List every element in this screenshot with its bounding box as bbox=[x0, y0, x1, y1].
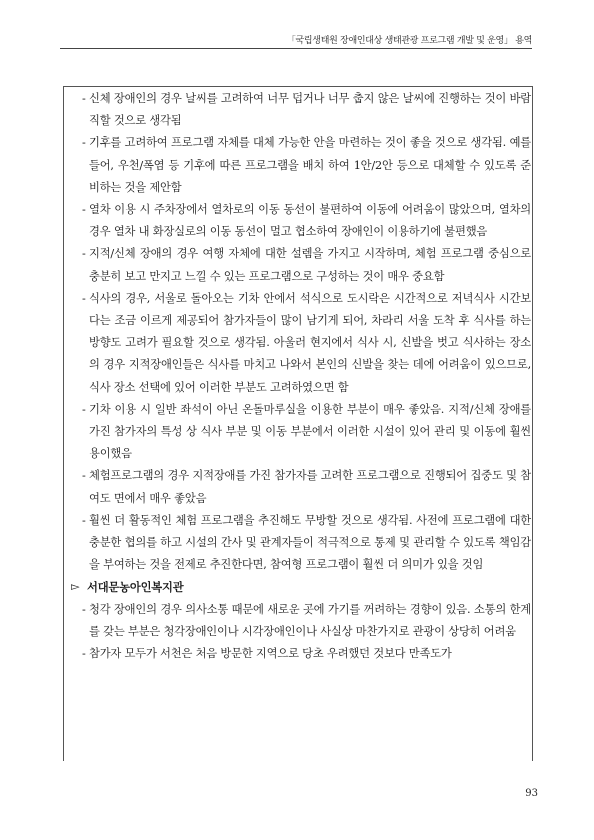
list-item bbox=[70, 288, 531, 399]
bullet-dash: - bbox=[82, 513, 86, 527]
list-item bbox=[70, 399, 531, 466]
body-content bbox=[70, 88, 531, 665]
list-item-text: 기후를 고려하여 프로그램 자체를 대체 가능한 안을 마련하는 것이 좋을 것으로 생각됨. 예를 들어, 우천/폭염 등 기후에 따른 프로그램을 배치 하여 1안/2안 등으로 대체할 수 있도록 준비하는 것을 제안함 bbox=[89, 136, 531, 194]
header-rule bbox=[60, 48, 532, 49]
bullet-dash: - bbox=[82, 602, 86, 616]
list-item-text: 훨씬 더 활동적인 체험 프로그램을 추진해도 무방할 것으로 생각됨. 사전에 프로그램에 대한 충분한 협의를 하고 시설의 간사 및 관계자들이 적극적으로 통제 및 관리할 수 있도록 책임감을 부여하는 것을 전제로 추진한다면, 참여형 프로그램이 훨씬 더 의미가 있을 것임 bbox=[89, 513, 531, 572]
bullet-dash: - bbox=[82, 402, 86, 416]
list-item-text: 지적/신체 장애의 경우 여행 자체에 대한 설렘을 가지고 시작하며, 체험 프로그램 중심으로 충분히 보고 만지고 느낄 수 있는 프로그램으로 구성하는 것이 매우 중요함 bbox=[89, 247, 531, 283]
list-item-text: 열차 이용 시 주차장에서 열차로의 이동 동선이 불편하여 이동에 어려움이 많았으며, 열차의 경우 열차 내 화장실로의 이동 동선이 멀고 협소하여 장애인이 이용하기에 불편했음 bbox=[89, 203, 531, 239]
section-heading-text: 서대문농아인복지관 bbox=[87, 580, 184, 595]
list-item-text: 참가자 모두가 서천은 처음 방문한 지역으로 당초 우려했던 것보다 만족도가 bbox=[89, 647, 452, 661]
list-item-text: 기차 이용 시 일반 좌석이 아닌 온돌마루실을 이용한 부분이 매우 좋았음. 지적/신체 장애를 가진 참가자의 특성 상 식사 부분 및 이동 부분에서 이러한 시설이 있어 관리 및 이동에 훨씬 용이했음 bbox=[89, 402, 531, 461]
bullet-dash: - bbox=[82, 136, 86, 150]
list-item bbox=[70, 243, 531, 287]
list-item bbox=[70, 88, 531, 132]
list-item bbox=[70, 599, 531, 643]
list-item bbox=[70, 465, 531, 509]
bullet-dash: - bbox=[82, 291, 86, 305]
list-item-text: 신체 장애인의 경우 날씨를 고려하여 너무 덥거나 너무 춥지 않은 날씨에 진행하는 것이 바람직할 것으로 생각됨 bbox=[89, 92, 531, 128]
page-number: 93 bbox=[525, 788, 538, 799]
list-item bbox=[70, 132, 531, 199]
bullet-dash: - bbox=[82, 247, 86, 261]
section-marker-icon: ▻ bbox=[71, 580, 80, 594]
list-item-text: 체험프로그램의 경우 지적장애를 가진 참가자를 고려한 프로그램으로 진행되어 집중도 및 참여도 면에서 매우 좋았음 bbox=[89, 469, 531, 505]
section-heading bbox=[70, 576, 531, 598]
list-item-text: 청각 장애인의 경우 의사소통 때문에 새로운 곳에 가기를 꺼려하는 경향이 있음. 소통의 한계를 갖는 부분은 청각장애인이나 시각장애인이나 사실상 마찬가지로 관광이 상당히 어려움 bbox=[89, 602, 531, 638]
running-header: 「국립생태원 장애인대상 생태관광 프로그램 개발 및 운영」 용역 bbox=[286, 36, 532, 46]
bullet-dash: - bbox=[82, 92, 86, 105]
list-item bbox=[70, 510, 531, 577]
bullet-dash: - bbox=[82, 203, 86, 217]
list-item bbox=[70, 643, 531, 665]
bullet-dash: - bbox=[82, 469, 86, 483]
list-item bbox=[70, 199, 531, 243]
list-item-text: 식사의 경우, 서울로 돌아오는 기차 안에서 석식으로 도시락은 시간적으로 저녁식사 시간보다는 조금 이르게 제공되어 참가자들이 많이 남기게 되어, 차라리 서울 도착 후 식사를 하는 방향도 고려가 필요할 것으로 생각됨. 아울러 현지에서 식사 시, 신발을 벗고 식사하는 장소의 경우 지적장애인들은 식사를 마치고 나와서 본인의 신발을 찾는 데에 어려움이 있으므로, 식사 장소 선택에 있어 이러한 부분도 고려하였으면 함 bbox=[89, 291, 531, 394]
bullet-dash: - bbox=[82, 647, 86, 661]
